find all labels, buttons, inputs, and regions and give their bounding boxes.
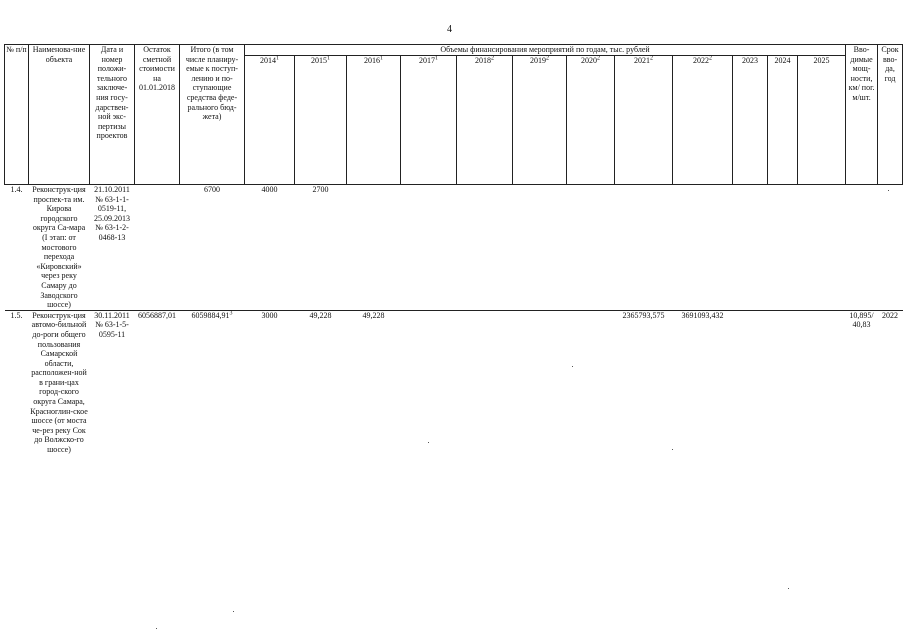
capacity-value: 10,895/ 40,83	[846, 310, 878, 454]
header-year-9: 2023	[733, 56, 768, 185]
year-value: 4000	[245, 185, 295, 311]
header-no: № п/п	[5, 45, 29, 185]
row-number: 1.4.	[5, 185, 29, 311]
header-year-4: 2018$^2$	[457, 56, 513, 185]
header-year-1: 2015$^1$	[295, 56, 347, 185]
year-value: 2365793,575	[615, 310, 673, 454]
year-value	[673, 185, 733, 311]
year-value: 3691093,432	[673, 310, 733, 454]
header-balance: Остаток сметной стоимости на 01.01.2018	[135, 45, 180, 185]
header-name: Наименова-ние объекта	[29, 45, 90, 185]
term-value	[878, 185, 903, 311]
year-value	[347, 185, 401, 311]
year-value	[457, 310, 513, 454]
header-date: Дата и номер положи-тельного заключе-ния госу-дарствен-ной экс-пертизы проектов	[90, 45, 135, 185]
header-year-2: 2016$^1$	[347, 56, 401, 185]
page-number: 4	[447, 24, 452, 35]
scan-speck	[233, 611, 234, 612]
year-value	[457, 185, 513, 311]
scan-speck	[788, 588, 789, 589]
scan-speck	[572, 366, 573, 367]
year-value	[615, 185, 673, 311]
expertise-date: 21.10.2011 № 63-1-1-0519-11, 25.09.2013 № 63-1-2-0468-13	[90, 185, 135, 311]
header-year-10: 2024	[768, 56, 798, 185]
object-name: Реконструк-ция проспек-та им. Кирова городского округа Са-мара (I этап: от мостового перехода «Кировский» через реку Самару до Заводского шоссе)	[29, 185, 90, 311]
header-year-6: 2020$^2$	[567, 56, 615, 185]
scan-speck	[428, 442, 429, 443]
table-row	[5, 185, 903, 311]
financing-table	[4, 44, 903, 455]
year-value	[567, 310, 615, 454]
total-value: 6700	[180, 185, 245, 311]
capacity-value	[846, 185, 878, 311]
year-value	[513, 310, 567, 454]
year-value	[733, 310, 768, 454]
year-value	[798, 185, 846, 311]
balance-value	[135, 185, 180, 311]
total-value: 6059884,91$^3$	[180, 310, 245, 454]
header-year-7: 2021$^2$	[615, 56, 673, 185]
header-total: Итого (в том числе планиру-емые к поступ-лению и по-ступающие средства феде-рального бюд-жета)	[180, 45, 245, 185]
term-value: 2022	[878, 310, 903, 454]
year-value: 3000	[245, 310, 295, 454]
year-value: 49,228	[295, 310, 347, 454]
year-value	[513, 185, 567, 311]
table-row	[5, 310, 903, 454]
scan-speck	[156, 628, 157, 629]
year-value	[401, 310, 457, 454]
year-value: 2700	[295, 185, 347, 311]
header-group-title: Объемы финансирования мероприятий по годам, тыс. рублей	[245, 45, 846, 56]
year-value	[401, 185, 457, 311]
header-year-5: 2019$^2$	[513, 56, 567, 185]
row-number: 1.5.	[5, 310, 29, 454]
header-year-8: 2022$^2$	[673, 56, 733, 185]
header-year-11: 2025	[798, 56, 846, 185]
balance-value: 6056887,01	[135, 310, 180, 454]
year-value: 49,228	[347, 310, 401, 454]
header-year-3: 2017$^1$	[401, 56, 457, 185]
expertise-date: 30.11.2011 № 63-1-5-0595-11	[90, 310, 135, 454]
header-capacity: Вво-димые мощ-ности, км/ пог. м/шт.	[846, 45, 878, 185]
header-term: Срок вво-да, год	[878, 45, 903, 185]
year-value	[567, 185, 615, 311]
year-value	[768, 185, 798, 311]
scan-speck	[672, 449, 673, 450]
year-value	[798, 310, 846, 454]
header-year-0: 2014$^1$	[245, 56, 295, 185]
year-value	[733, 185, 768, 311]
year-value	[768, 310, 798, 454]
scan-speck	[888, 190, 889, 191]
object-name: Реконструк-ция автомо-бильной до-роги общего пользования Самарской области, расположен-ной в грани-цах город-ского округа Самара, Красноглин-ское шоссе (от моста че-рез реку Сок до Волжско-го шоссе)	[30, 310, 88, 455]
